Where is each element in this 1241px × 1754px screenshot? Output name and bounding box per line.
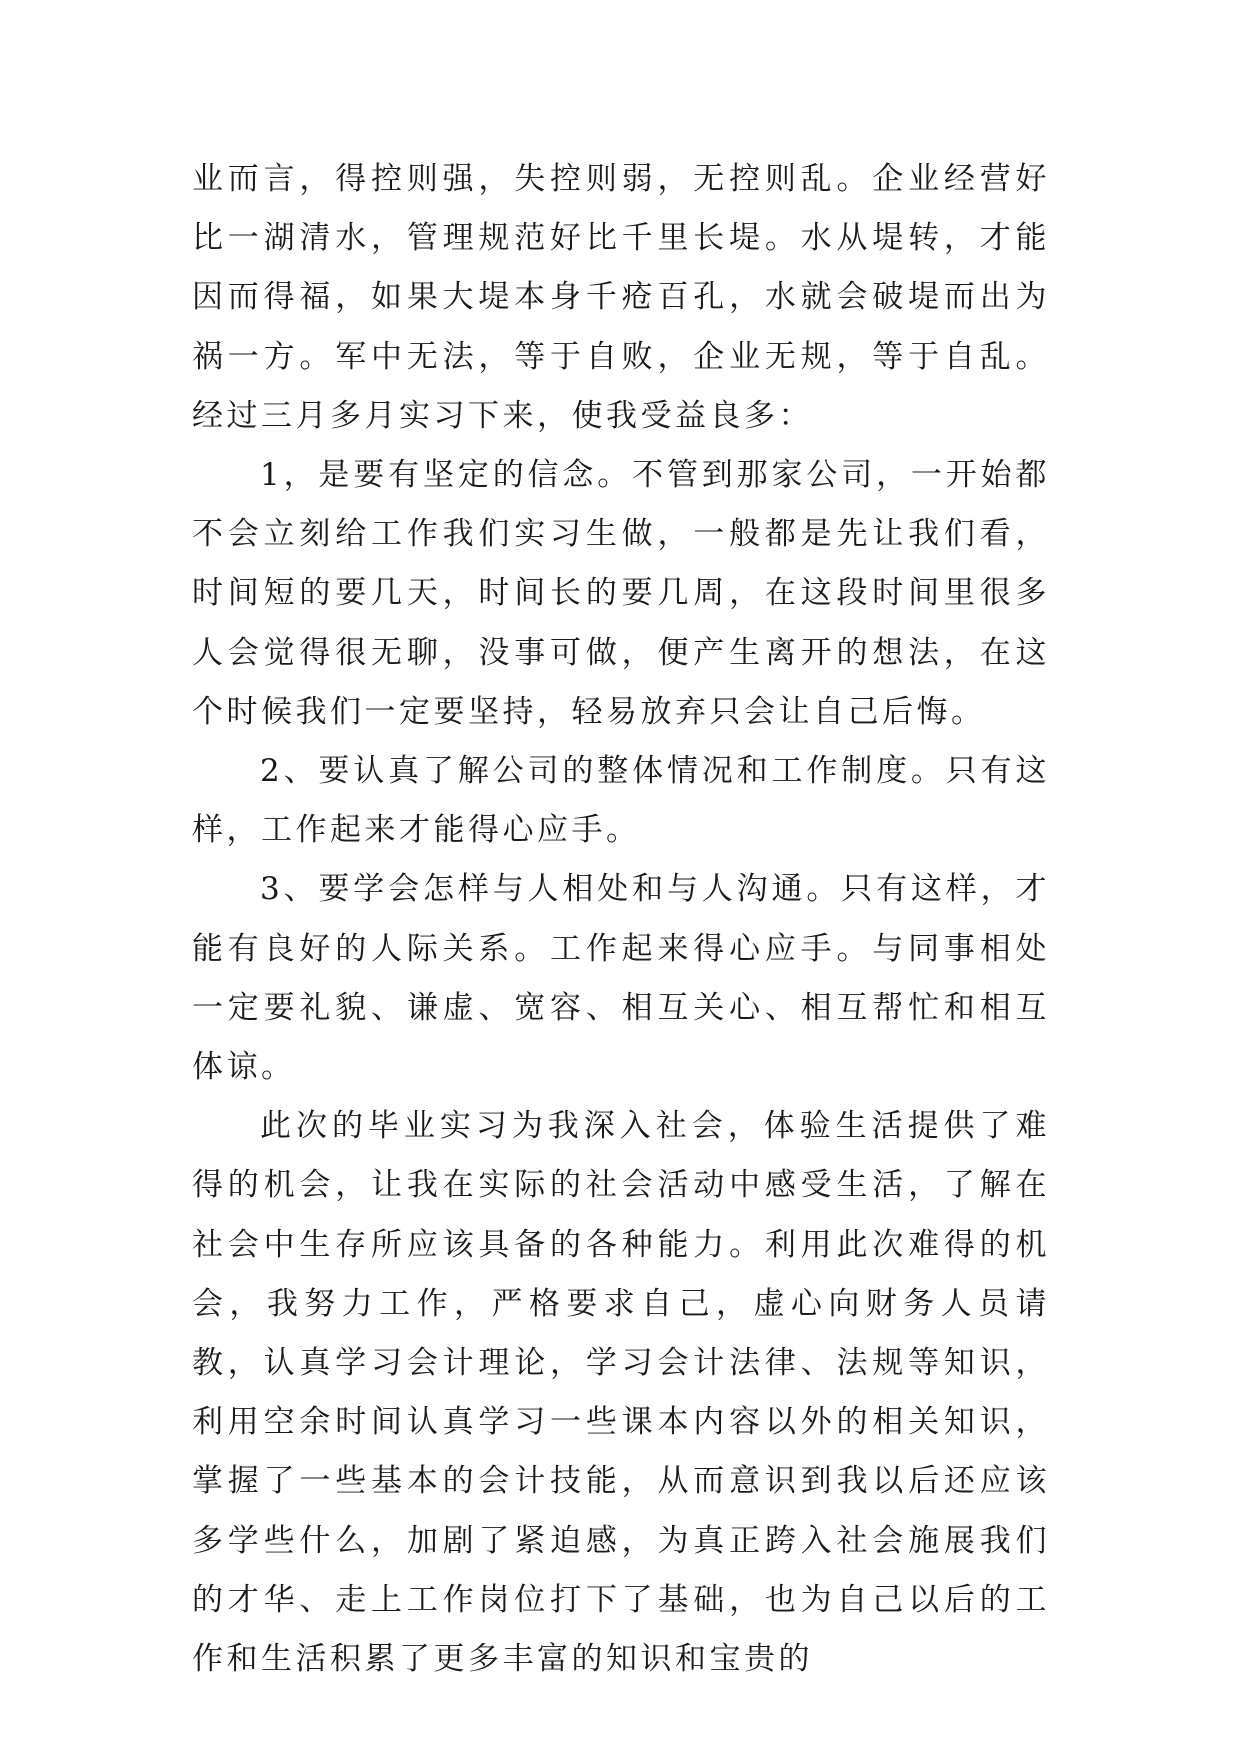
paragraph-intro-continued: 业而言，得控则强，失控则弱，无控则乱。企业经营好比一湖清水，管理规范好比千里长堤。水从堤转，才能因而得福，如果大堤本身千疮百孔，水就会破堤而出为祸一方。军中无法，等于自败，企业无规，等于自乱。经过三月多月实习下来，使我受益良多： [192, 161, 1050, 434]
paragraph-point-1: 1，是要有坚定的信念。不管到那家公司，一开始都不会立刻给工作我们实习生做，一般都是先让我们看，时间短的要几天，时间长的要几周，在这段时间里很多人会觉得很无聊，没事可做，便产生离开的想法，在这个时候我们一定要坚持，轻易放弃只会让自己后悔。 [192, 457, 1050, 730]
paragraph-point-3: 3、要学会怎样与人相处和与人沟通。只有这样，才能有良好的人际关系。工作起来得心应手。与同事相处一定要礼貌、谦虚、宽容、相互关心、相互帮忙和相互体谅。 [192, 871, 1050, 1086]
paragraph-conclusion: 此次的毕业实习为我深入社会，体验生活提供了难得的机会，让我在实际的社会活动中感受生活，了解在社会中生存所应该具备的各种能力。利用此次难得的机会，我努力工作，严格要求自己，虚心向财务人员请教，认真学习会计理论，学习会计法律、法规等知识，利用空余时间认真学习一些课本内容以外的相关知识，掌握了一些基本的会计技能，从而意识到我以后还应该多学些什么，加剧了紧迫感，为真正跨入社会施展我们的才华、走上工作岗位打下了基础，也为自己以后的工作和生活积累了更多丰富的知识和宝贵的 [192, 1108, 1050, 1678]
paragraph-point-2: 2、要认真了解公司的整体情况和工作制度。只有这样，工作起来才能得心应手。 [192, 753, 1050, 849]
body-text [192, 150, 1050, 1689]
